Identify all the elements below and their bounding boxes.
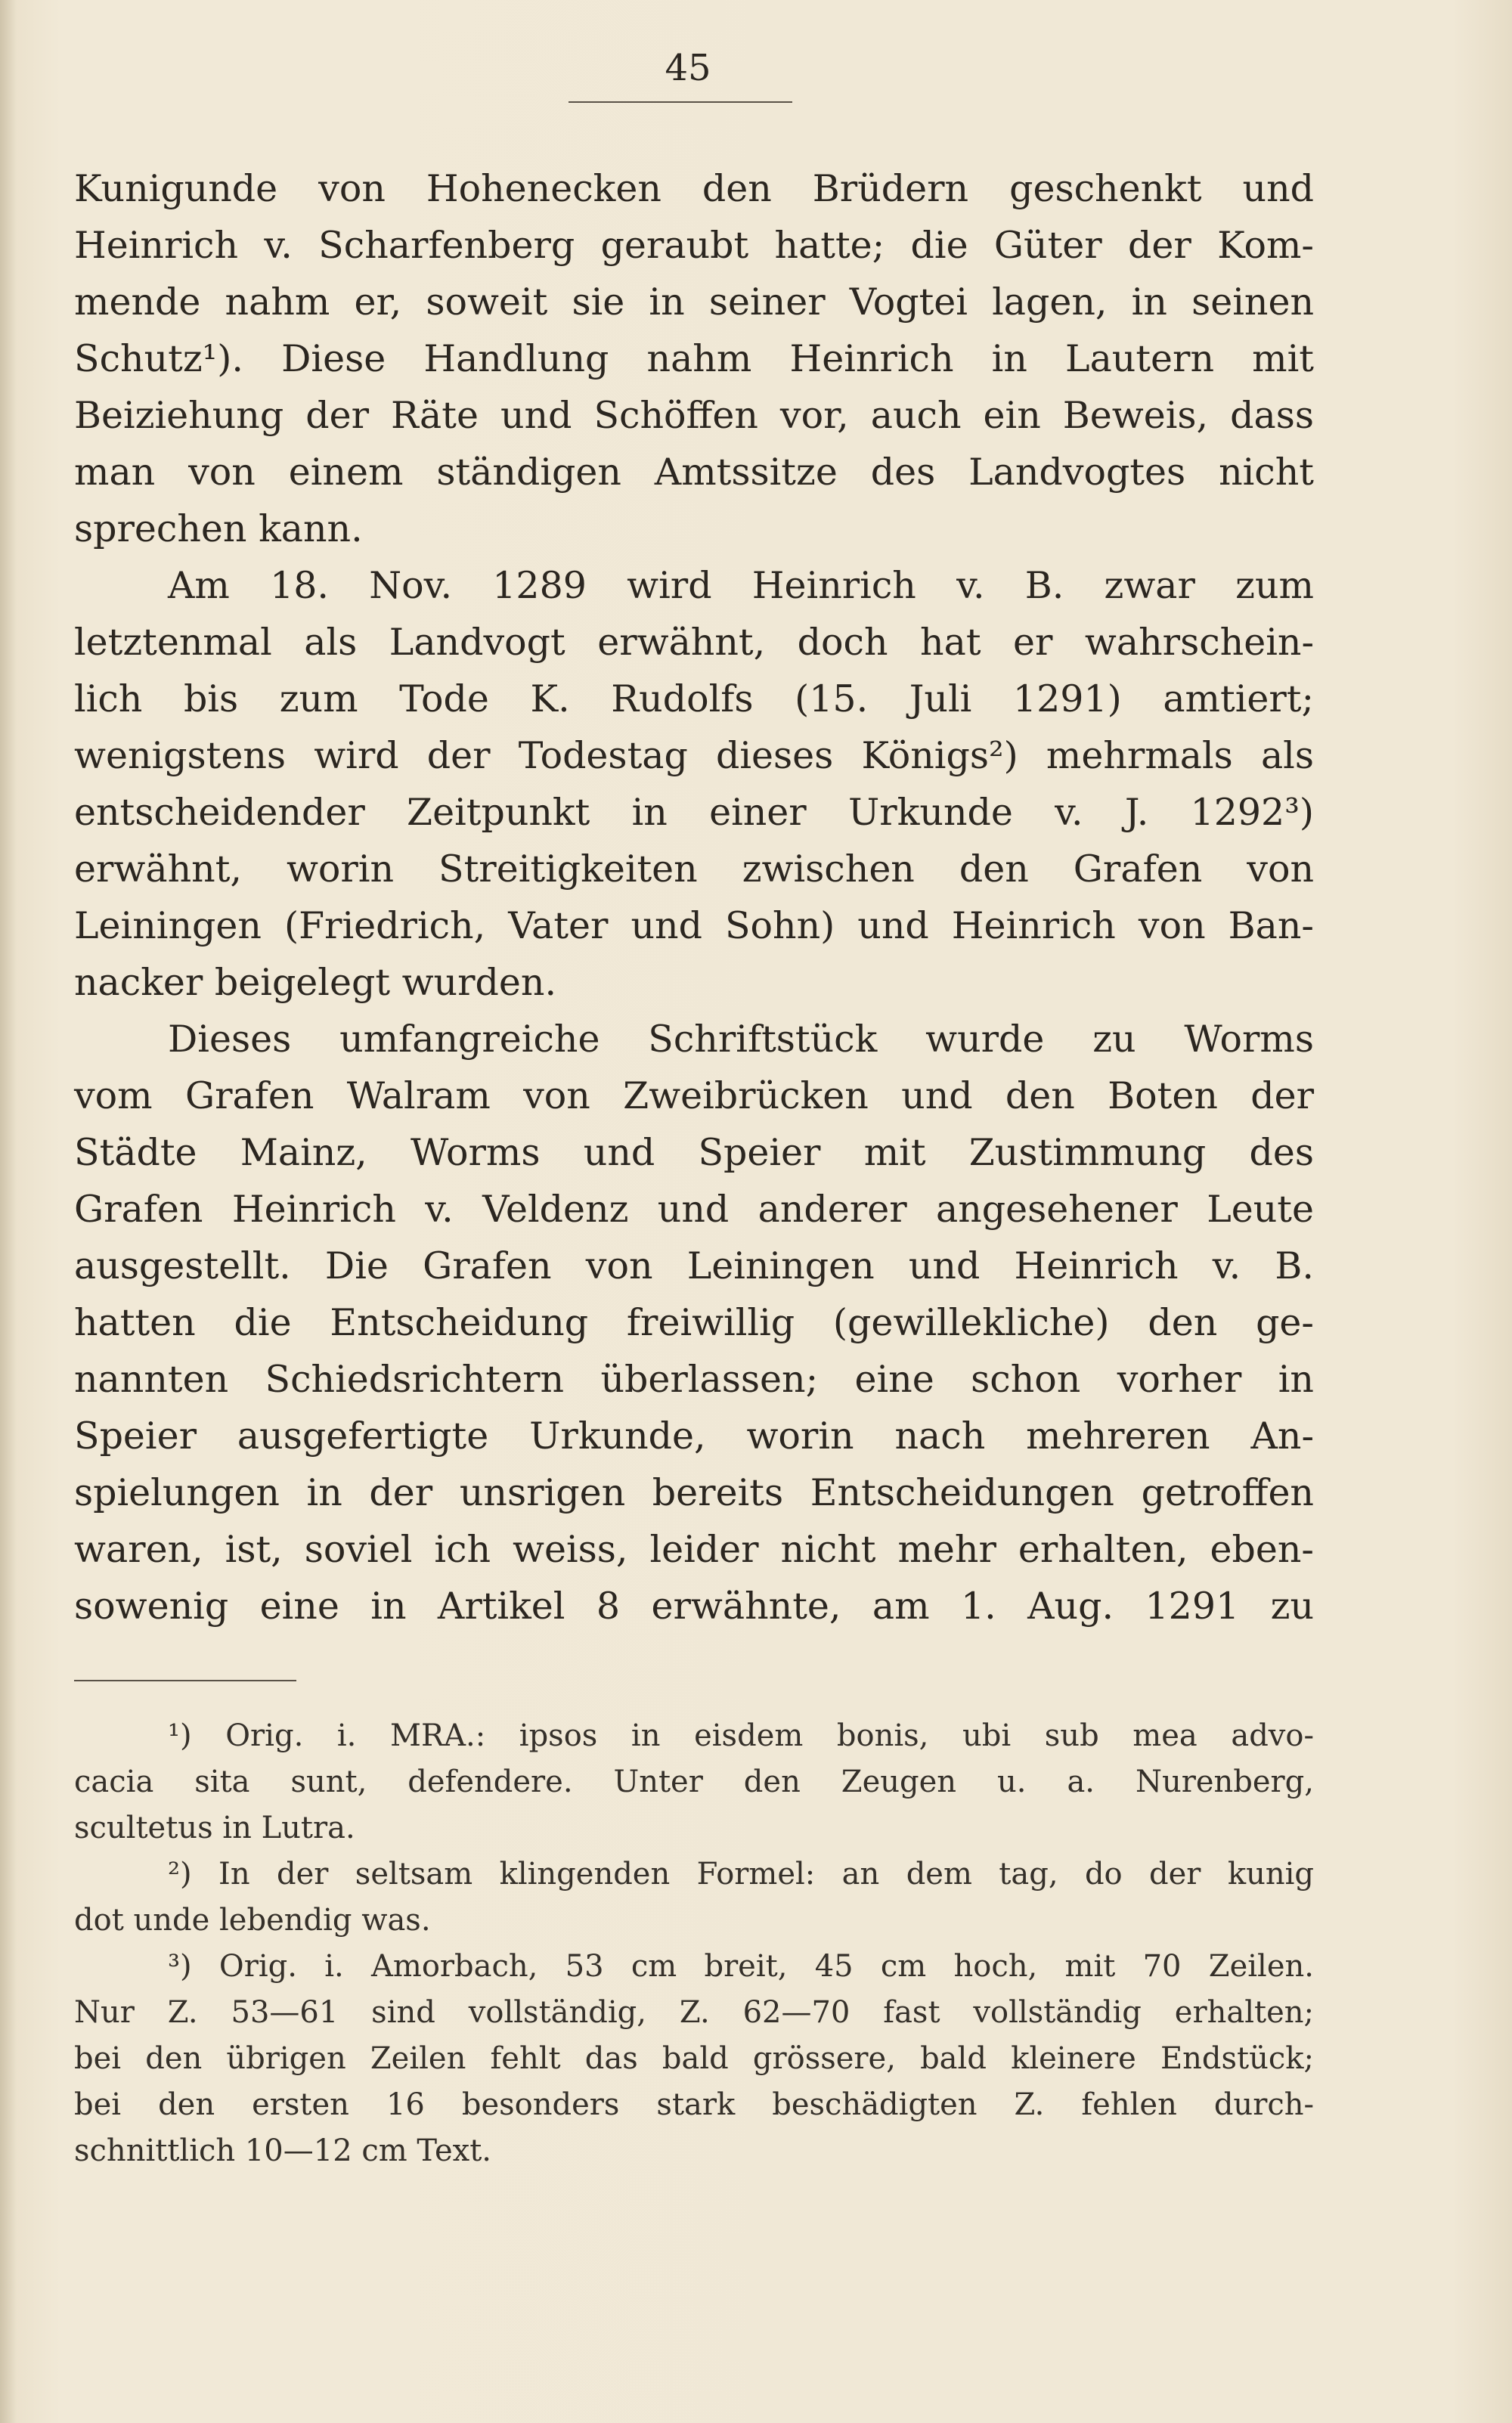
footnotes	[74, 1713, 1314, 2174]
page-number: 45	[665, 47, 711, 89]
body-line: Dieses umfangreiche Schriftstück wurde zu Worms	[168, 1018, 1314, 1061]
body-line: nannten Schiedsrichtern überlassen; eine schon vorher in	[74, 1358, 1314, 1401]
body-line: ausgestellt. Die Grafen von Leiningen und Heinrich v. B.	[74, 1244, 1314, 1287]
footnote-line: Nur Z. 53—61 sind vollständig, Z. 62—70 fast vollständig erhalten;	[74, 1995, 1314, 2030]
footnote-line: dot unde lebendig was.	[74, 1903, 431, 1938]
body-line: Kunigunde von Hohenecken den Brüdern geschenkt und	[74, 167, 1314, 210]
body-line: wenigstens wird der Todestag dieses Königs²) mehrmals als	[74, 734, 1314, 777]
body-line: Am 18. Nov. 1289 wird Heinrich v. B. zwar zum	[168, 564, 1314, 607]
body-line: spielungen in der unsrigen bereits Entscheidungen getroffen	[74, 1471, 1314, 1514]
body-line: Speier ausgefertigte Urkunde, worin nach mehreren An-	[74, 1414, 1314, 1458]
footnote-line: ³) Orig. i. Amorbach, 53 cm breit, 45 cm hoch, mit 70 Zeilen.	[168, 1949, 1314, 1984]
body-line: Leiningen (Friedrich, Vater und Sohn) und Heinrich von Ban-	[74, 904, 1314, 947]
body-line: nacker beigelegt wurden.	[74, 961, 557, 1004]
body-line: Beiziehung der Räte und Schöffen vor, auch ein Beweis, dass	[74, 394, 1314, 437]
footnote-line: ²) In der seltsam klingenden Formel: an dem tag, do der kunig	[168, 1857, 1314, 1892]
body-line: Schutz¹). Diese Handlung nahm Heinrich in Lautern mit	[74, 337, 1314, 380]
footnote-line: ¹) Orig. i. MRA.: ipsos in eisdem bonis, ubi sub mea advo-	[168, 1718, 1314, 1753]
body-text	[74, 160, 1314, 1634]
body-line: mende nahm er, soweit sie in seiner Vogtei lagen, in seinen	[74, 280, 1314, 324]
body-line: sowenig eine in Artikel 8 erwähnte, am 1. Aug. 1291 zu	[74, 1585, 1314, 1628]
footnote-rule	[74, 1680, 296, 1681]
body-line: sprechen kann.	[74, 507, 363, 550]
footnote-line: schnittlich 10—12 cm Text.	[74, 2133, 492, 2168]
body-line: Heinrich v. Scharfenberg geraubt hatte; die Güter der Kom-	[74, 224, 1314, 267]
body-line: hatten die Entscheidung freiwillig (gewillekliche) den ge-	[74, 1301, 1314, 1344]
body-line: Städte Mainz, Worms und Speier mit Zustimmung des	[74, 1131, 1314, 1174]
body-line: Grafen Heinrich v. Veldenz und anderer angesehener Leute	[74, 1188, 1314, 1231]
header-rule	[569, 101, 792, 103]
body-line: vom Grafen Walram von Zweibrücken und den Boten der	[74, 1074, 1314, 1117]
body-line: erwähnt, worin Streitigkeiten zwischen den Grafen von	[74, 847, 1314, 891]
body-line: letztenmal als Landvogt erwähnt, doch hat er wahrschein-	[74, 621, 1314, 664]
body-line: man von einem ständigen Amtssitze des Landvogtes nicht	[74, 451, 1314, 494]
footnote-line: scultetus in Lutra.	[74, 1811, 355, 1845]
body-line: entscheidender Zeitpunkt in einer Urkunde v. J. 1292³)	[74, 791, 1314, 834]
footnote-line: cacia sita sunt, defendere. Unter den Zeugen u. a. Nurenberg,	[74, 1765, 1314, 1799]
body-line: waren, ist, soviel ich weiss, leider nicht mehr erhalten, eben-	[74, 1528, 1314, 1571]
page-binding-edge	[0, 0, 17, 2423]
footnote-line: bei den ersten 16 besonders stark beschädigten Z. fehlen durch-	[74, 2087, 1314, 2122]
footnote-line: bei den übrigen Zeilen fehlt das bald grössere, bald kleinere Endstück;	[74, 2041, 1314, 2076]
body-line: lich bis zum Tode K. Rudolfs (15. Juli 1291) amtiert;	[74, 677, 1314, 720]
